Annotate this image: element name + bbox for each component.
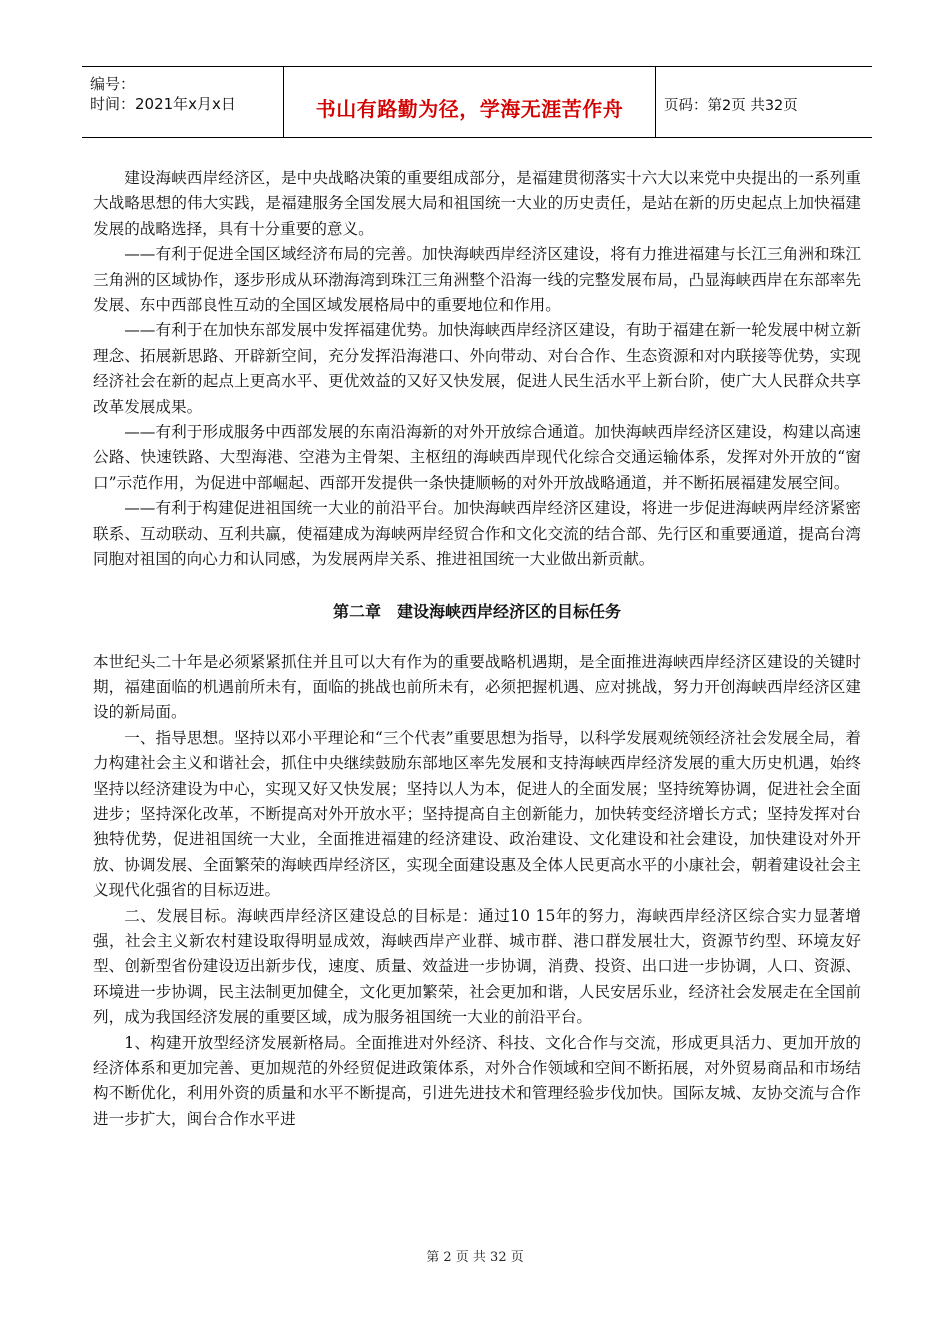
page-header (82, 66, 872, 138)
paragraph-open-economy: 1、构建开放型经济发展新格局。全面推进对外经济、科技、文化合作与交流，形成更具活力、更加开放的经济体系和更加完善、更加规范的外经贸促进政策体系，对外合作领域和空间不断拓展，对外贸易商品和市场结构不断优化，利用外资的质量和水平不断提高，引进先进技术和管理经验步伐加快。国际友城、友协交流与合作进一步扩大，闽台合作水平进 (93, 1033, 861, 1128)
paragraph-guiding-ideology: 一、指导思想。坚持以邓小平理论和“三个代表”重要思想为指导，以科学发展观统领经济社会发展全局，着力构建社会主义和谐社会，抓住中央继续鼓励东部地区率先发展和支持海峡西岸经济发展的重大历史机遇，始终坚持以经济建设为中心，实现又好又快发展；坚持以人为本，促进人的全面发展；坚持统筹协调，促进社会全面进步；坚持深化改革，不断提高对外开放水平；坚持提高自主创新能力，加快转变经济增长方式；坚持发挥对台独特优势，促进祖国统一大业，全面推进福建的经济建设、政治建设、文化建设和社会建设，加快建设对外开放、协调发展、全面繁荣的海峡西岸经济区，实现全面建设惠及全体人民更高水平的小康社会，朝着建设社会主义现代化强省的目标迈进。 (93, 728, 861, 900)
page-footer (0, 1246, 950, 1265)
paragraph-development-goals: 二、发展目标。海峡西岸经济区建设总的目标是：通过10 15年的努力，海峡西岸经济区综合实力显著增强，社会主义新农村建设取得明显成效，海峡西岸产业群、城市群、港口群发展壮大，资源节约型、环境友好型、创新型省份建设迈出新步伐，速度、质量、效益进一步协调，消费、投资、出口进一步协调，人口、资源、环境进一步协调，民主法制更加健全，文化更加繁荣，社会更加和谐，人民安居乐业，经济社会发展走在全国前列，成为我国经济发展的重要区域，成为服务祖国统一大业的前沿平台。 (93, 906, 861, 1027)
paragraph-regional-layout: ——有利于促进全国区域经济布局的完善。加快海峡西岸经济区建设，将有力推进福建与长江三角洲和珠江三角洲的区域协作，逐步形成从环渤海湾到珠江三角洲整个沿海一线的完整发展布局，凸显海峡西岸在东部率先发展、东中西部良性互动的全国区域发展格局中的重要地位和作用。 (93, 245, 861, 315)
footer-page-number: 第 2 页 共 32 页 (426, 1250, 524, 1265)
header-info-cell (82, 67, 284, 137)
header-motto: 书山有路勤为径，学海无涯苦作舟 (315, 97, 624, 121)
document-time-label: 时间：2021年x月x日 (90, 95, 236, 113)
paragraph-strategic-period: 本世纪头二十年是必须紧紧抓住并且可以大有作为的重要战略机遇期，是全面推进海峡西岸经济区建设的关键时期，福建面临的机遇前所未有，面临的挑战也前所未有，必须把握机遇、应对挑战，努力开创海峡西岸经济区建设的新局面。 (93, 652, 861, 722)
paragraph-intro: 建设海峡西岸经济区，是中央战略决策的重要组成部分，是福建贯彻落实十六大以来党中央提出的一系列重大战略思想的伟大实践，是福建服务全国发展大局和祖国统一大业的历史责任，是站在新的历史起点上加快福建发展的战略选择，具有十分重要的意义。 (93, 169, 861, 238)
document-body (93, 166, 861, 1132)
paragraph-open-channel: ——有利于形成服务中西部发展的东南沿海新的对外开放综合通道。加快海峡西岸经济区建设，构建以高速公路、快速铁路、大型海港、空港为主骨架、主枢纽的海峡西岸现代化综合交通运输体系，发挥对外开放的“窗口”示范作用，为促进中部崛起、西部开发提供一条快捷顺畅的对外开放战略通道，并不断拓展福建发展空间。 (93, 423, 861, 492)
header-motto-cell (284, 67, 656, 137)
paragraph-unification-platform: ——有利于构建促进祖国统一大业的前沿平台。加快海峡西岸经济区建设，将进一步促进海峡两岸经济紧密联系、互动联动、互利共赢，使福建成为海峡两岸经贸合作和文化交流的结合部、先行区和重要通道，提高台湾同胞对祖国的向心力和认同感，为发展两岸关系、推进祖国统一大业做出新贡献。 (93, 499, 861, 569)
chapter-title: 第二章 建设海峡西岸经济区的目标任务 (332, 601, 621, 621)
header-page-cell (656, 67, 872, 137)
header-page-number: 页码：第2页 共32页 (664, 98, 798, 114)
paragraph-fujian-advantage: ——有利于在加快东部发展中发挥福建优势。加快海峡西岸经济区建设，有助于福建在新一轮发展中树立新理念、拓展新思路、开辟新空间，充分发挥沿海港口、外向带动、对台合作、生态资源和对内联接等优势，实现经济社会在新的起点上更高水平、更优效益的又好又快发展，促进人民生活水平上新台阶，使广大人民群众共享改革发展成果。 (93, 321, 861, 416)
document-number-label: 编号： (90, 75, 136, 93)
